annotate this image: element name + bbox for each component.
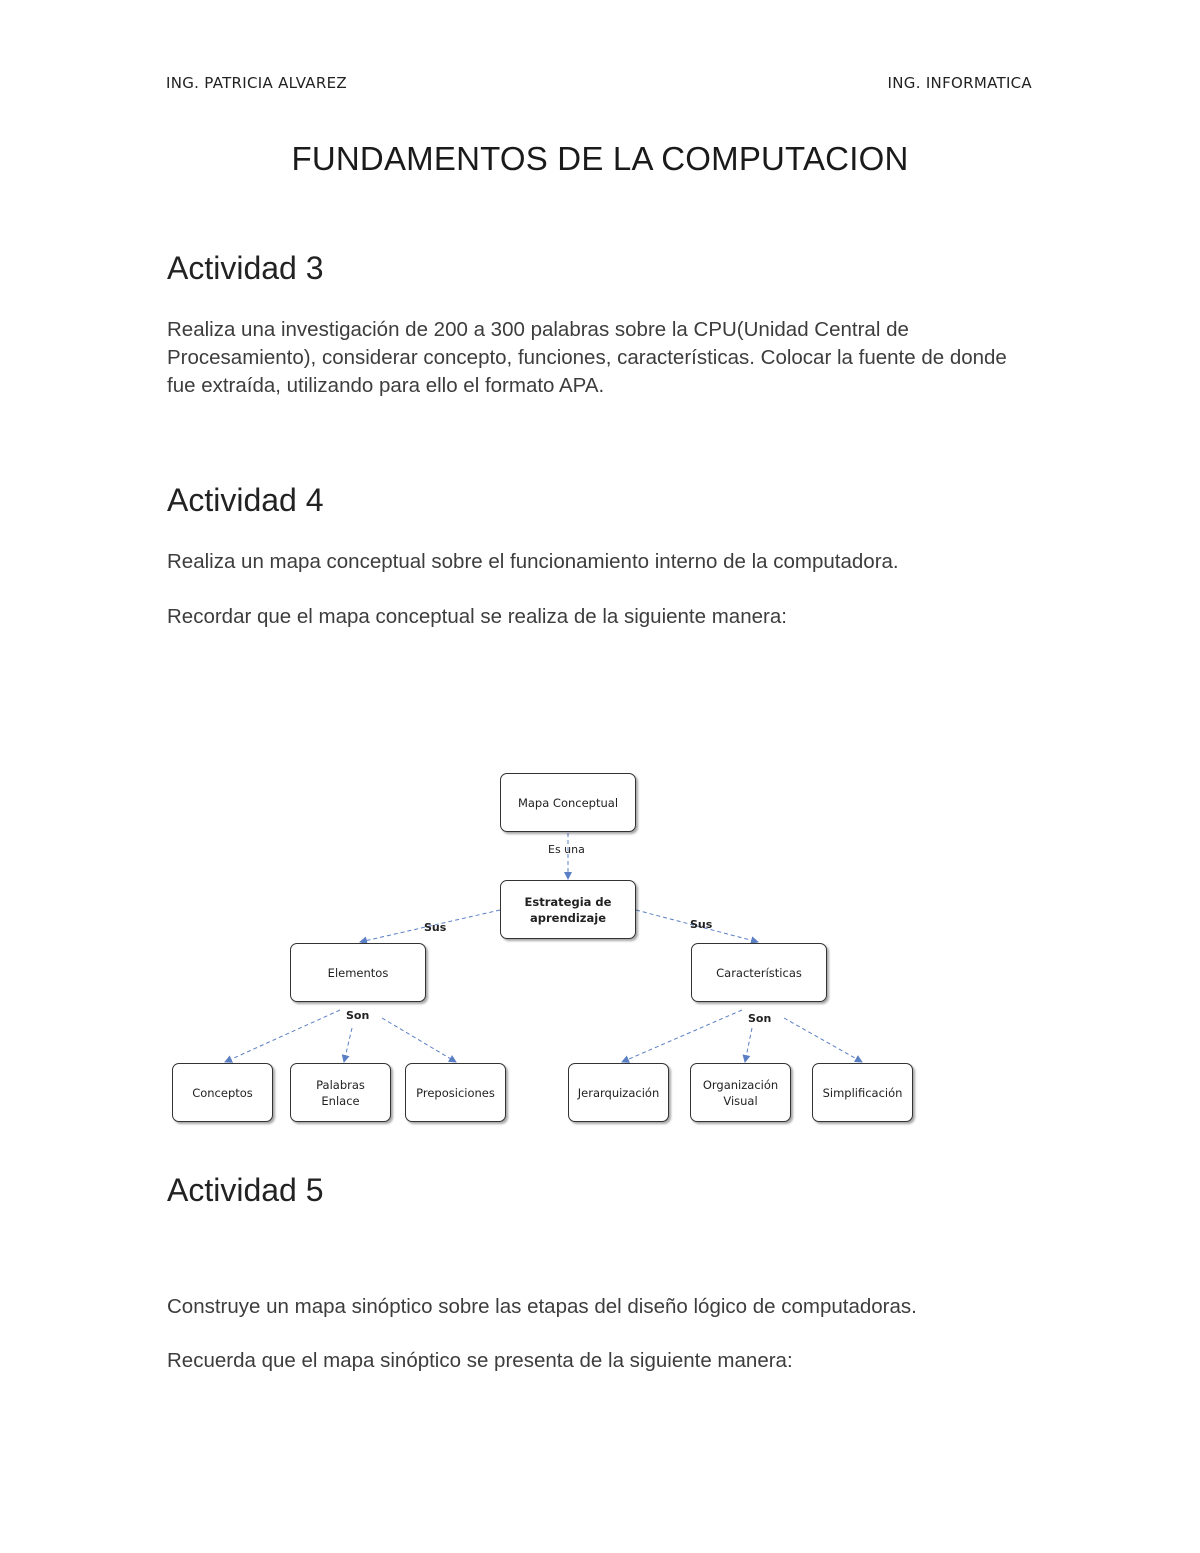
node-jerarquizacion (568, 1063, 669, 1122)
actividad-5-text-2: Recuerda que el mapa sinóptico se presenta de la siguiente manera: (167, 1349, 793, 1372)
actividad-3-heading: Actividad 3 (167, 250, 324, 286)
node-simplificacion-label: Simplificación (822, 1085, 903, 1100)
node-simplificacion (812, 1063, 913, 1122)
arrow-right-to-leaf4 (622, 1010, 742, 1062)
node-palabras-line-1: Palabras (316, 1077, 365, 1092)
node-preposiciones-label: Preposiciones (416, 1085, 495, 1100)
header-author: ING. PATRICIA ALVAREZ (166, 74, 347, 92)
node-caracteristicas (691, 943, 827, 1002)
actividad-3-text: Realiza una investigación de 200 a 300 palabras sobre la CPU(Unidad Central de Procesamiento), considerar concepto, funciones, características. Colocar la fuente de donde fue extraída, utilizando para ello el formato APA. (167, 318, 1007, 397)
actividad-5-heading: Actividad 5 (167, 1172, 324, 1208)
node-organizacion-line-1: Organización (702, 1077, 779, 1092)
arrow-right-to-leaf6 (784, 1018, 862, 1062)
node-mapa-conceptual (500, 773, 636, 832)
node-elementos (290, 943, 426, 1002)
node-palabras-line-2: Enlace (321, 1093, 360, 1108)
header-career: ING. INFORMATICA (887, 74, 1032, 92)
node-mapa-conceptual-label: Mapa Conceptual (517, 795, 619, 810)
link-label-son-left: Son (346, 1009, 370, 1022)
node-preposiciones (405, 1063, 506, 1122)
link-label-es-una: Es una (548, 843, 585, 856)
node-organizacion-line-2: Visual (723, 1093, 758, 1108)
node-jerarquizacion-label: Jerarquización (577, 1085, 660, 1100)
arrow-right-to-leaf5 (745, 1028, 752, 1062)
node-estrategia-line-2: aprendizaje (529, 910, 607, 925)
node-estrategia-line-1: Estrategia de (524, 894, 612, 909)
node-conceptos (172, 1063, 273, 1122)
actividad-4-text-1: Realiza un mapa conceptual sobre el funcionamiento interno de la computadora. (167, 550, 899, 573)
node-estrategia-aprendizaje (500, 880, 636, 939)
node-palabras-enlace (290, 1063, 391, 1122)
node-elementos-label: Elementos (327, 965, 389, 980)
arrow-left-to-leaf1 (225, 1010, 340, 1062)
link-label-son-right: Son (748, 1012, 772, 1025)
arrow-left-to-leaf2 (344, 1028, 352, 1062)
link-label-sus-right: Sus (690, 918, 713, 931)
node-organizacion-visual (690, 1063, 791, 1122)
node-conceptos-label: Conceptos (192, 1085, 253, 1100)
link-label-sus-left: Sus (424, 921, 447, 934)
actividad-4-heading: Actividad 4 (167, 482, 324, 518)
arrow-left-to-leaf3 (382, 1018, 456, 1062)
node-caracteristicas-label: Características (716, 965, 802, 980)
actividad-4-text-2: Recordar que el mapa conceptual se realiza de la siguiente manera: (167, 605, 787, 628)
document-title: FUNDAMENTOS DE LA COMPUTACION (291, 140, 909, 177)
actividad-5-text-1: Construye un mapa sinóptico sobre las etapas del diseño lógico de computadoras. (167, 1295, 917, 1318)
